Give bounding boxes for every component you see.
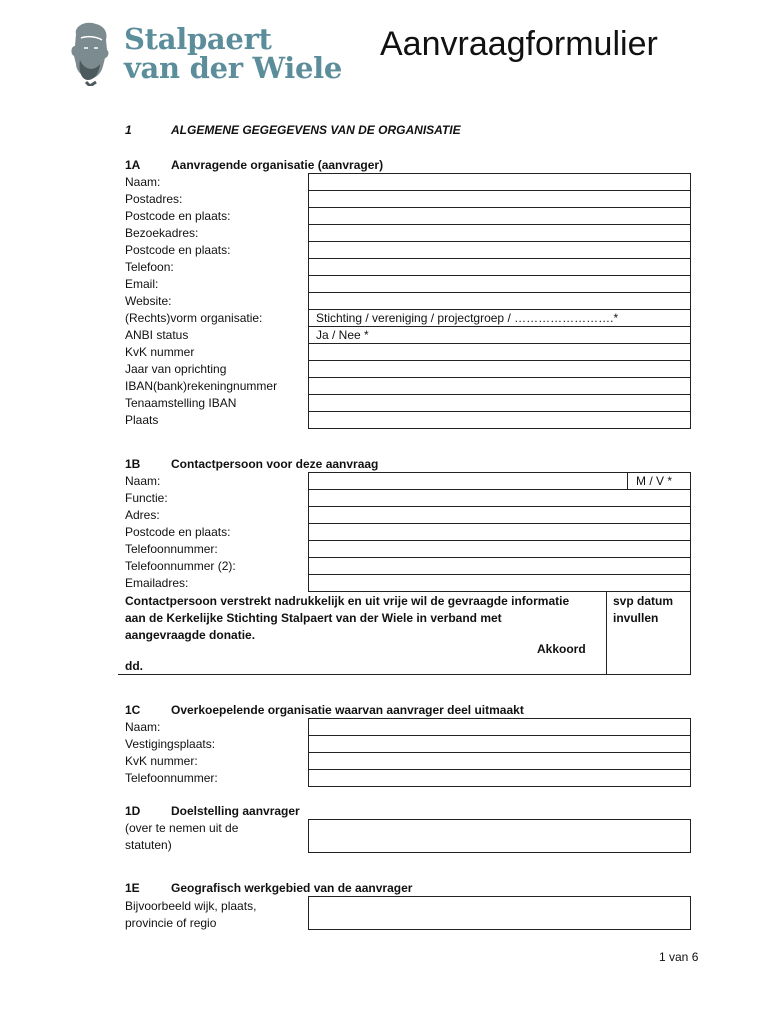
field-functie[interactable] <box>308 489 691 507</box>
anbi-value: Ja / Nee * <box>316 328 369 342</box>
label-telefoonnummer-2: Telefoonnummer (2): <box>125 559 236 573</box>
akkoord-date-field[interactable] <box>607 592 690 674</box>
label-telefoonnummer: Telefoonnummer: <box>125 542 218 556</box>
label-emailadres: Emailadres: <box>125 576 189 590</box>
label-org-naam: Naam: <box>125 720 161 734</box>
gender-value: M / V * <box>636 474 673 488</box>
s1e-label-line-2: provincie of regio <box>125 916 217 930</box>
label-naam: Naam: <box>125 175 161 189</box>
label-iban: IBAN(bank)rekeningnummer <box>125 379 278 393</box>
field-telefoonnummer[interactable] <box>308 540 691 558</box>
logo-line-1: Stalpaert <box>124 22 272 56</box>
logo-line-2: van der Wiele <box>124 51 343 85</box>
s1d-title: Doelstelling aanvrager <box>171 804 300 818</box>
label-kvk: KvK nummer <box>125 345 195 359</box>
s1e-code: 1E <box>125 881 140 895</box>
field-anbi[interactable] <box>308 326 691 344</box>
field-email[interactable] <box>308 275 691 293</box>
field-emailadres[interactable] <box>308 574 691 592</box>
label-vestigingsplaats: Vestigingsplaats: <box>125 737 216 751</box>
consent-line-2: aan de Kerkelijke Stichting Stalpaert van der Wiele in verband met <box>125 611 502 625</box>
label-telefoon: Telefoon: <box>125 260 174 274</box>
field-postadres[interactable] <box>308 190 691 208</box>
s1b-title: Contactpersoon voor deze aanvraag <box>171 457 379 471</box>
s1d-code: 1D <box>125 804 141 818</box>
label-org-kvk: KvK nummer: <box>125 754 198 768</box>
field-doelstelling[interactable] <box>308 819 691 853</box>
field-bezoekadres[interactable] <box>308 224 691 242</box>
label-anbi: ANBI status <box>125 328 189 342</box>
s1c-title: Overkoepelende organisatie waarvan aanvrager deel uitmaakt <box>171 703 524 717</box>
label-contact-postcode: Postcode en plaats: <box>125 525 231 539</box>
label-rechtsvorm: (Rechts)vorm organisatie: <box>125 311 263 325</box>
portrait-logo-icon <box>66 20 116 86</box>
field-plaats[interactable] <box>308 411 691 429</box>
label-email: Email: <box>125 277 159 291</box>
logo <box>66 20 343 86</box>
field-gender[interactable] <box>627 472 691 490</box>
field-kvk[interactable] <box>308 343 691 361</box>
page-number: 1 van 6 <box>659 950 699 964</box>
svp-line-1: svp datum <box>613 594 674 608</box>
field-website[interactable] <box>308 292 691 310</box>
consent-line-3: aangevraagde donatie. <box>125 628 256 642</box>
field-tenaamstelling[interactable] <box>308 394 691 412</box>
s1d-label-line-2: statuten) <box>125 838 172 852</box>
label-postadres: Postadres: <box>125 192 183 206</box>
consent-bottom-border <box>118 674 691 675</box>
field-contact-naam[interactable] <box>308 472 628 490</box>
section-title: ALGEMENE GEGEGEVENS VAN DE ORGANISATIE <box>171 123 461 137</box>
s1a-code: 1A <box>125 158 141 172</box>
field-jaar-oprichting[interactable] <box>308 360 691 378</box>
label-functie: Functie: <box>125 491 168 505</box>
rechtsvorm-value: Stichting / vereniging / projectgroep / …………………….* <box>316 311 619 325</box>
section-number: 1 <box>125 123 132 137</box>
field-telefoon[interactable] <box>308 258 691 276</box>
s1c-code: 1C <box>125 703 141 717</box>
field-werkgebied[interactable] <box>308 896 691 930</box>
field-org-telefoon[interactable] <box>308 769 691 787</box>
page-title: Aanvraagformulier <box>380 25 658 63</box>
field-postcode-plaats[interactable] <box>308 207 691 225</box>
label-bezoekadres: Bezoekadres: <box>125 226 199 240</box>
label-postcode-plaats: Postcode en plaats: <box>125 209 231 223</box>
dd-label: dd. <box>125 659 143 673</box>
label-postcode-plaats-2: Postcode en plaats: <box>125 243 231 257</box>
field-contact-postcode[interactable] <box>308 523 691 541</box>
consent-line-1: Contactpersoon verstrekt nadrukkelijk en uit vrije wil de gevraagde informatie <box>125 594 570 608</box>
label-contact-naam: Naam: <box>125 474 161 488</box>
label-website: Website: <box>125 294 172 308</box>
field-iban[interactable] <box>308 377 691 395</box>
field-postcode-plaats-2[interactable] <box>308 241 691 259</box>
field-org-kvk[interactable] <box>308 752 691 770</box>
label-adres: Adres: <box>125 508 160 522</box>
s1b-code: 1B <box>125 457 141 471</box>
s1e-title: Geografisch werkgebied van de aanvrager <box>171 881 413 895</box>
s1d-label-line-1: (over te nemen uit de <box>125 821 239 835</box>
field-org-naam[interactable] <box>308 718 691 736</box>
label-plaats: Plaats <box>125 413 159 427</box>
field-vestigingsplaats[interactable] <box>308 735 691 753</box>
label-jaar-oprichting: Jaar van oprichting <box>125 362 227 376</box>
consent-right-border <box>690 591 691 674</box>
label-org-telefoon: Telefoonnummer: <box>125 771 218 785</box>
field-rechtsvorm[interactable] <box>308 309 691 327</box>
svp-line-2: invullen <box>613 611 659 625</box>
s1e-label-line-1: Bijvoorbeeld wijk, plaats, <box>125 899 257 913</box>
field-adres[interactable] <box>308 506 691 524</box>
label-tenaamstelling: Tenaamstelling IBAN <box>125 396 237 410</box>
field-naam[interactable] <box>308 173 691 191</box>
field-telefoonnummer-2[interactable] <box>308 557 691 575</box>
s1a-title: Aanvragende organisatie (aanvrager) <box>171 158 384 172</box>
akkoord-label: Akkoord <box>537 642 586 656</box>
